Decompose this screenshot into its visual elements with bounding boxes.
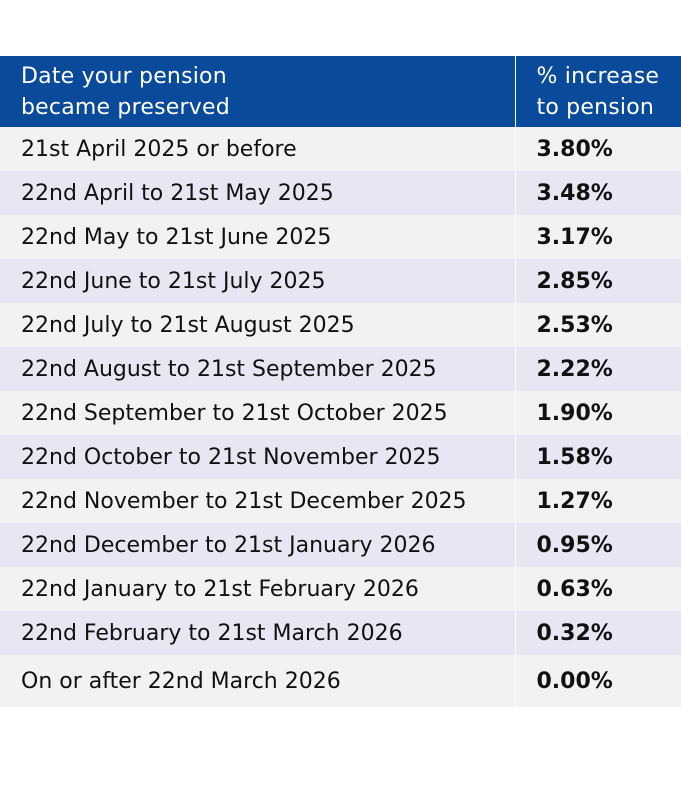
increase-cell: 2.85%	[515, 259, 681, 303]
table-body	[0, 127, 681, 707]
date-cell: 22nd December to 21st January 2026	[0, 523, 515, 567]
increase-cell: 1.27%	[515, 479, 681, 523]
table-row	[0, 347, 681, 391]
table-row	[0, 391, 681, 435]
date-header-line-1: Date your pension	[21, 63, 227, 89]
table-row	[0, 171, 681, 215]
date-cell: 22nd August to 21st September 2025	[0, 347, 515, 391]
table-row	[0, 303, 681, 347]
increase-column-header	[515, 56, 681, 127]
date-cell: 22nd May to 21st June 2025	[0, 215, 515, 259]
date-cell: 22nd October to 21st November 2025	[0, 435, 515, 479]
date-cell: 22nd January to 21st February 2026	[0, 567, 515, 611]
increase-header-line-1: % increase	[536, 63, 660, 89]
increase-cell: 2.22%	[515, 347, 681, 391]
increase-cell: 0.00%	[515, 655, 681, 707]
date-cell: 22nd September to 21st October 2025	[0, 391, 515, 435]
table-row	[0, 127, 681, 171]
date-cell: 22nd November to 21st December 2025	[0, 479, 515, 523]
increase-cell: 3.80%	[515, 127, 681, 171]
increase-cell: 3.17%	[515, 215, 681, 259]
table-row	[0, 479, 681, 523]
table-row	[0, 655, 681, 707]
date-cell: 21st April 2025 or before	[0, 127, 515, 171]
date-cell: 22nd July to 21st August 2025	[0, 303, 515, 347]
table-row	[0, 259, 681, 303]
table-row	[0, 215, 681, 259]
increase-cell: 0.32%	[515, 611, 681, 655]
date-cell: On or after 22nd March 2026	[0, 655, 515, 707]
increase-header-line-2: to pension	[536, 94, 654, 120]
pension-increase-table	[0, 56, 681, 707]
increase-cell: 0.95%	[515, 523, 681, 567]
table-header	[0, 56, 681, 127]
increase-cell: 1.58%	[515, 435, 681, 479]
date-cell: 22nd June to 21st July 2025	[0, 259, 515, 303]
table-row	[0, 567, 681, 611]
table-row	[0, 435, 681, 479]
table-row	[0, 523, 681, 567]
table-row	[0, 611, 681, 655]
header-row	[0, 56, 681, 127]
increase-cell: 0.63%	[515, 567, 681, 611]
date-header-line-2: became preserved	[21, 94, 230, 120]
increase-cell: 2.53%	[515, 303, 681, 347]
date-column-header	[0, 56, 515, 127]
date-cell: 22nd April to 21st May 2025	[0, 171, 515, 215]
date-cell: 22nd February to 21st March 2026	[0, 611, 515, 655]
increase-cell: 1.90%	[515, 391, 681, 435]
increase-cell: 3.48%	[515, 171, 681, 215]
